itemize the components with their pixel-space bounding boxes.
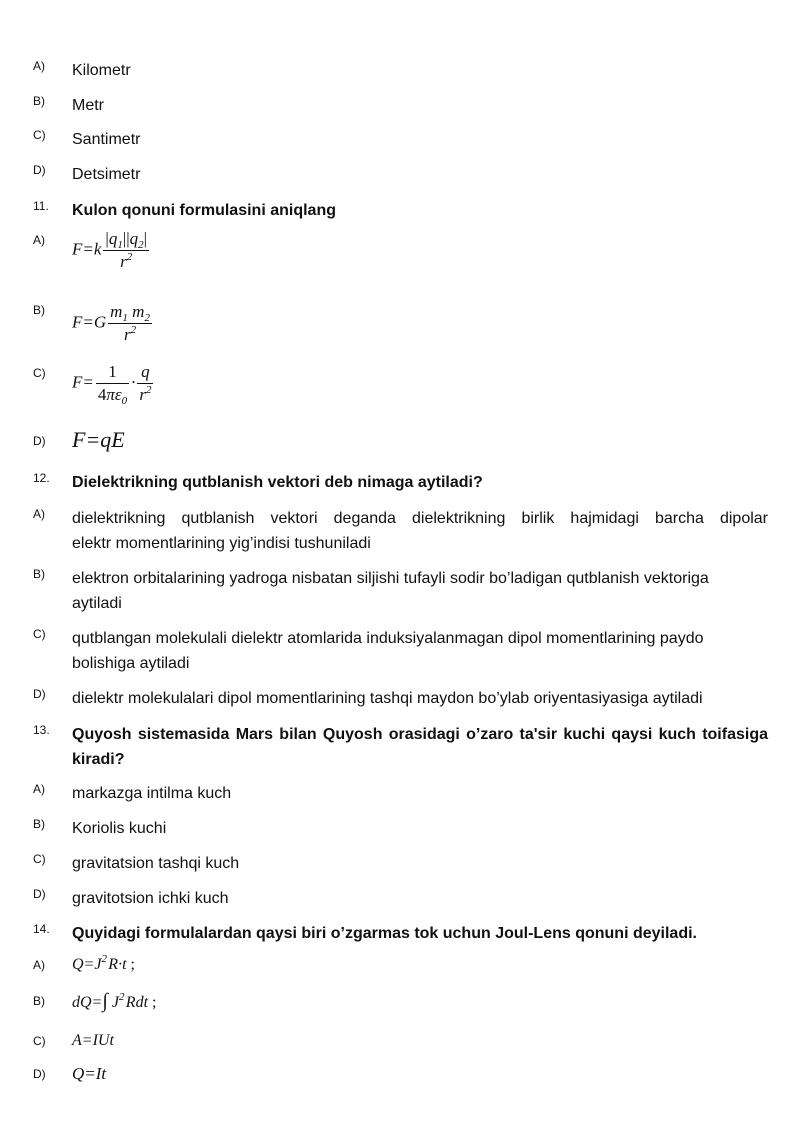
option-label: D) [33, 687, 46, 701]
option-label: C) [33, 852, 46, 866]
option-text: qutblangan molekulali dielektr atomlarida induksiyalanmagan dipol momentlarining paydo bolishiga aytiladi [72, 630, 704, 672]
question-text: Kulon qonuni formulasini aniqlang [72, 202, 336, 219]
option-text: dielektr molekulalari dipol momentlarining tashqi maydon bo’ylab oriyentasiyasiga aytiladi [72, 690, 703, 707]
option-text: Kilometr [72, 62, 131, 79]
option-text: Koriolis kuchi [72, 820, 167, 837]
option-label: C) [33, 1034, 46, 1048]
option-label: A) [33, 233, 45, 247]
formula-charge: Q=It [72, 1064, 107, 1083]
option-text: gravitotsion ichki kuch [72, 890, 229, 907]
option-label: D) [33, 163, 46, 177]
option-text: Metr [72, 97, 104, 114]
option-label: B) [33, 94, 45, 108]
option-text: markazga intilma kuch [72, 785, 232, 802]
option-text: elektron orbitalarining yadroga nisbatan siljishi tufayli sodir bo’ladigan qutblanish vektoriga aytiladi [72, 570, 709, 612]
formula-field-coulomb: F= $\frac{1}{4\pi\varepsilon_0}$ · $\frac{q}{r^2}$ [72, 362, 152, 407]
option-label: B) [33, 303, 45, 317]
question-number: 12. [33, 471, 50, 485]
option-label: C) [33, 128, 46, 142]
option-label: D) [33, 887, 46, 901]
question-text: Quyidagi formulalardan qaysi biri o’zgarmas tok uchun Joul-Lens qonuni deyiladi. [72, 925, 697, 942]
option-text: Detsimetr [72, 166, 141, 183]
formula-joule-lenz: $Q=J^2$ R·t ; [72, 953, 135, 973]
question-number: 13. [33, 723, 50, 737]
option-label: C) [33, 627, 46, 641]
option-label: A) [33, 782, 45, 796]
option-label: A) [33, 958, 45, 972]
question-text: Dielektrikning qutblanish vektori deb nimaga aytiladi? [72, 474, 483, 491]
option-label: A) [33, 59, 45, 73]
formula-force-field: F=qE [72, 427, 125, 452]
option-text: gravitatsion tashqi kuch [72, 855, 240, 872]
question-text: Quyosh sistemasida Mars bilan Quyosh orasidagi o’zaro ta'sir kuchi qaysi kuch toifasiga kiradi? [72, 726, 768, 768]
option-label: B) [33, 567, 45, 581]
option-label: B) [33, 817, 45, 831]
formula-joule-lenz-integral: dQ=∫ $J^2$ Rdt ; [72, 990, 157, 1012]
option-label: A) [33, 507, 45, 521]
formula-gravitation: F=G $\frac{m_1 m_2}{r^2}$ [72, 302, 150, 344]
option-label: D) [33, 1067, 46, 1081]
option-text: dielektrikning qutblanish vektori deganda dielektrikning birlik hajmidagi barcha dipolar elektr momentlarining yig’indisi tushuniladi [72, 510, 768, 552]
option-label: D) [33, 434, 46, 448]
option-text: Santimetr [72, 131, 141, 148]
formula-work: A=IUt [72, 1032, 114, 1049]
question-number: 11. [33, 199, 49, 213]
question-number: 14. [33, 922, 50, 936]
formula-coulomb: F=k $\frac{|q_1||q_2|}{r^2}$ [72, 229, 148, 271]
option-label: B) [33, 994, 45, 1008]
option-label: C) [33, 366, 46, 380]
